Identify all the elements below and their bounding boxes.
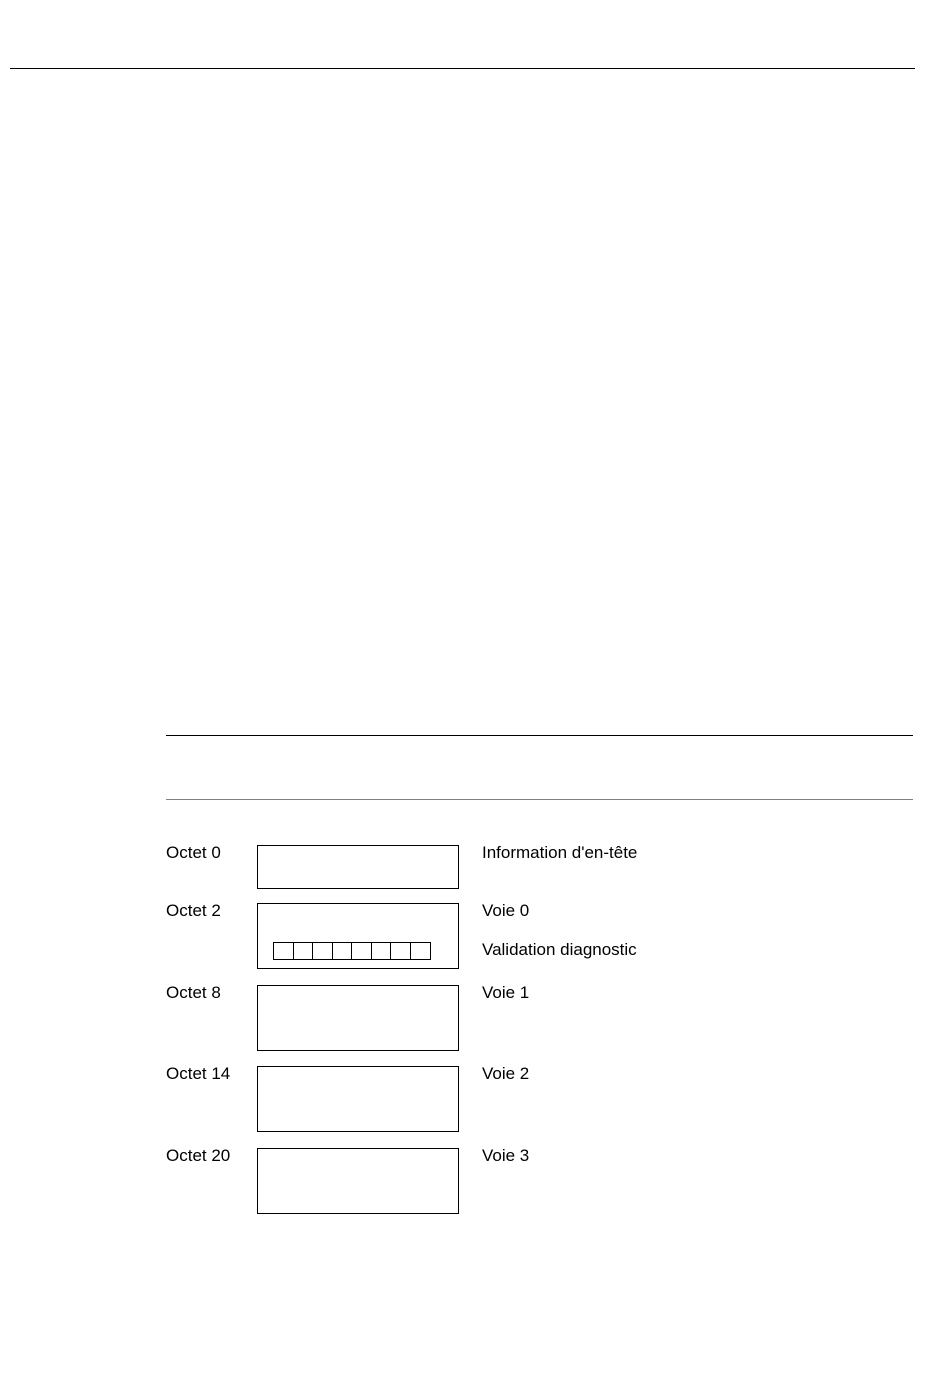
block-description: Voie 3 xyxy=(482,1146,530,1165)
octet-label: Octet 8 xyxy=(166,983,221,1002)
header-info-block xyxy=(257,845,459,889)
octet-label: Octet 20 xyxy=(166,1146,231,1165)
section-bottom-rule xyxy=(166,799,913,800)
bit-cell xyxy=(352,943,372,959)
bit-cell xyxy=(372,943,392,959)
bit-cell xyxy=(313,943,333,959)
octet-label: Octet 0 xyxy=(166,843,221,862)
block-description: Voie 0 xyxy=(482,901,530,920)
header-rule xyxy=(10,68,915,69)
block-description: Voie 1 xyxy=(482,983,530,1002)
channel-3-block xyxy=(257,1148,459,1214)
bit-cell xyxy=(391,943,411,959)
bit-cell xyxy=(411,943,431,959)
block-sub-description: Validation diagnostic xyxy=(482,940,637,959)
diagnostic-enable-bits xyxy=(273,942,431,960)
channel-1-block xyxy=(257,985,459,1051)
section-top-rule xyxy=(166,735,913,736)
bit-cell xyxy=(294,943,314,959)
octet-label: Octet 2 xyxy=(166,901,221,920)
block-description: Voie 2 xyxy=(482,1064,530,1083)
bit-cell xyxy=(333,943,353,959)
octet-label: Octet 14 xyxy=(166,1064,231,1083)
block-description: Information d'en-tête xyxy=(482,843,638,862)
bit-cell xyxy=(274,943,294,959)
channel-2-block xyxy=(257,1066,459,1132)
